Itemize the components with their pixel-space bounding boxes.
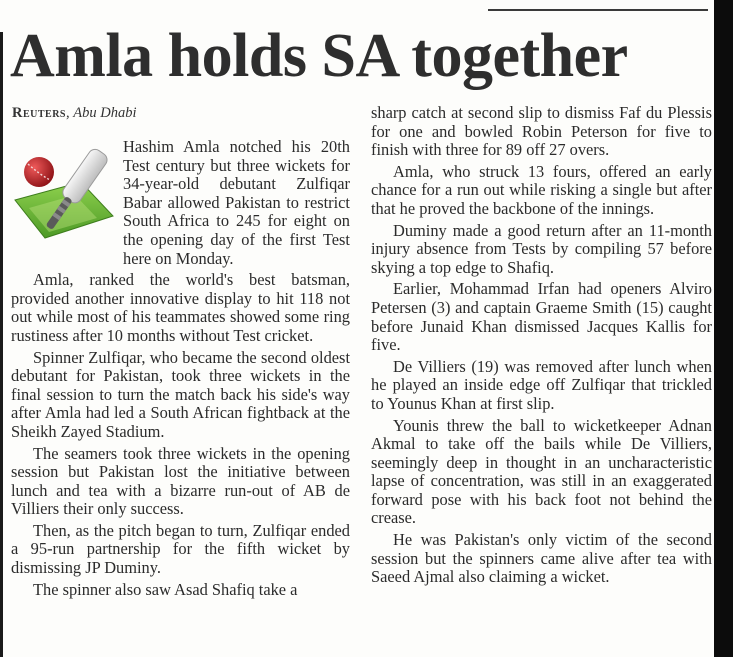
headline: Amla holds SA together <box>10 22 628 90</box>
right-edge-bar <box>714 0 733 657</box>
cricket-icon <box>11 142 115 254</box>
col1-paragraph: The spinner also saw Asad Shafiq take a <box>33 579 298 599</box>
left-edge-bar <box>0 32 3 657</box>
col2-paragraph: Younis threw the ball to wicketkeeper Adnan Akmal to take off the bails while De Villiers, seemingly deep in thought in an uncharacteristic lapse of concentration, was still in an exaggerated forward pose with his back foot not behind the crease. <box>371 415 712 528</box>
col2-paragraph: Amla, who struck 13 fours, offered an early chance for a run out while risking a single but after that he proved the backbone of the innings. <box>371 161 712 218</box>
col2-paragraph: Duminy made a good return after an 11-month injury absence from Tests by compiling 57 before skying a top edge to Shafiq. <box>371 220 712 277</box>
article-column-2 <box>371 104 712 657</box>
cricket-ball <box>24 157 54 187</box>
col1-paragraph: Hashim Amla notched his 20th Test century but three wickets for 34-year-old debutant Zulfiqar Babar allowed Pakistan to restrict South Africa to 245 for eight on the opening day of the first Test here on Monday. <box>123 138 350 268</box>
byline-agency: Reuters <box>12 105 66 121</box>
byline-separator: , <box>66 105 70 121</box>
col2-paragraph: Earlier, Mohammad Irfan had openers Alviro Petersen (3) and captain Graeme Smith (15) caught before Junaid Khan dismissed Jacques Kallis for five. <box>371 279 712 355</box>
byline <box>12 104 136 122</box>
top-rule <box>488 9 708 11</box>
byline-place: Abu Dhabi <box>73 105 137 121</box>
col1-paragraph: Amla, ranked the world's best batsman, provided another innovative display to hit 118 not out while most of his teammates showed some ring rustiness after 10 months without Test cricket. <box>11 270 350 345</box>
col1-paragraph: Spinner Zulfiqar, who became the second oldest debutant for Pakistan, took three wickets in the final session to turn the match back his side's way after Amla had led a South African fightback at the Sheikh Zayed Stadium. <box>11 347 350 441</box>
col2-paragraph: sharp catch at second slip to dismiss Faf du Plessis for one and bowled Robin Peterson for five to finish with three for 89 off 27 overs. <box>371 104 712 160</box>
col2-paragraph: De Villiers (19) was removed after lunch when he played an inside edge off Zulfiqar that trickled to Younus Khan at first slip. <box>371 356 712 413</box>
col2-paragraph: He was Pakistan's only victim of the second session but the spinners came alive after tea with Saeed Ajmal also claiming a wicket. <box>371 530 712 587</box>
col1-paragraph: Then, as the pitch began to turn, Zulfiqar ended a 95-run partnership for the fifth wicket by dismissing JP Duminy. <box>11 520 350 578</box>
col1-paragraph: The seamers took three wickets in the opening session but Pakistan lost the initiative between lunch and tea with a bizarre run-out of AB de Villiers their only success. <box>11 443 350 519</box>
article-column-1 <box>11 138 350 657</box>
